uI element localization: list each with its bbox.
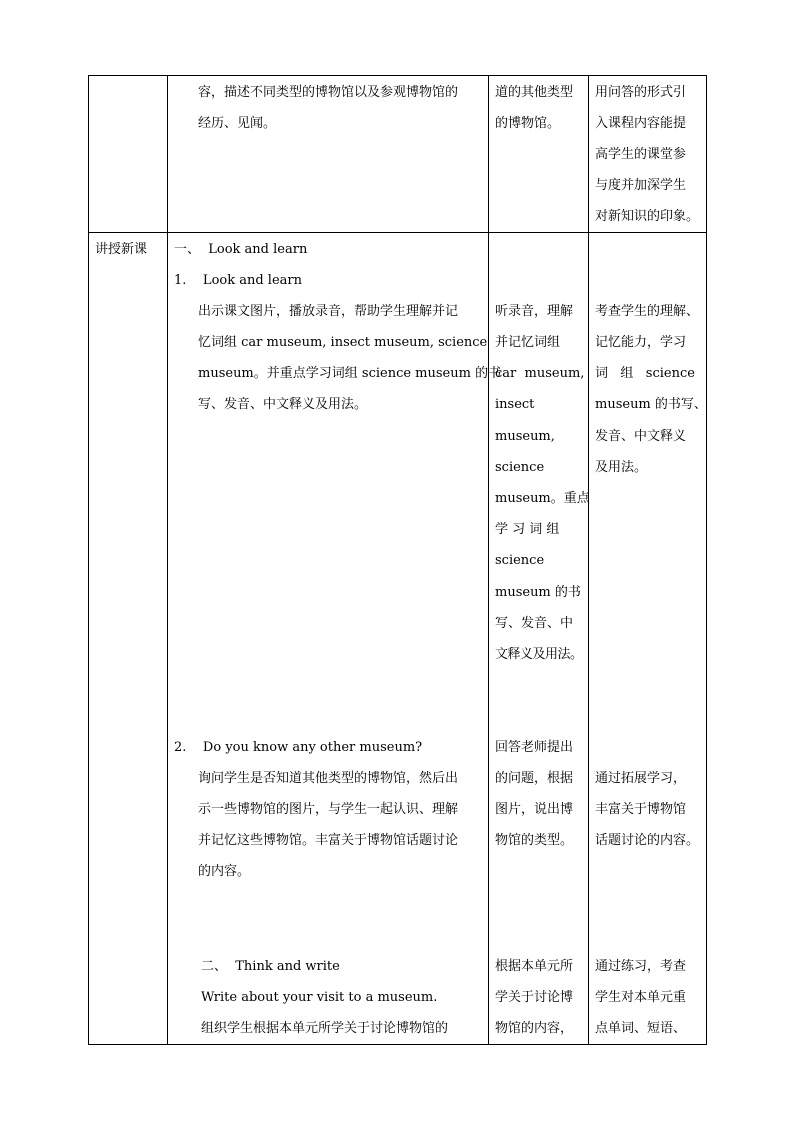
student1-line-1: 听录音，理解 (495, 304, 574, 319)
student2-line-3: 图片，说出博 (495, 802, 574, 817)
purpose2-line-3: 话题讨论的内容。 (595, 833, 700, 848)
table-border-right (706, 75, 707, 1045)
row1-content-line-2: 经历、见闻。 (198, 116, 277, 131)
row1-student-line-1: 道的其他类型 (495, 85, 574, 100)
section2-line-2: 组织学生根据本单元所学关于讨论博物馆的 (201, 1021, 449, 1036)
item2-line-1: 询问学生是否知道其他类型的博物馆，然后出 (198, 771, 459, 786)
row1-purpose-line-5: 对新知识的印象。 (595, 209, 700, 224)
section2-heading: 二、 Think and write (201, 959, 340, 974)
row1-purpose-line-3: 高学生的课堂参 (595, 147, 687, 162)
purpose3-line-1: 通过练习，考查 (595, 959, 687, 974)
student1-line-9: science (495, 553, 545, 568)
column-divider-3 (588, 75, 589, 1045)
student1-line-12: 文释义及用法。 (495, 647, 583, 662)
row1-content-line-1: 容，描述不同类型的博物馆以及参观博物馆的 (198, 85, 459, 100)
purpose3-line-2: 学生对本单元重 (595, 990, 687, 1005)
column-divider-1 (167, 75, 168, 1045)
purpose1-line-2: 记忆能力，学习 (595, 335, 687, 350)
section2-line-1: Write about your visit to a museum. (201, 990, 438, 1005)
student1-line-6: science (495, 460, 545, 475)
purpose1-line-3: 词 组 science (595, 366, 695, 381)
student1-line-11: 写、发音、中 (495, 616, 574, 631)
item1-line-1: 出示课文图片，播放录音，帮助学生理解并记 (198, 304, 459, 319)
student1-line-3: car museum, (495, 366, 585, 381)
row1-purpose-line-2: 入课程内容能提 (595, 116, 687, 131)
purpose1-line-6: 及用法。 (595, 460, 648, 475)
purpose2-line-2: 丰富关于博物馆 (595, 802, 687, 817)
student1-line-8: 学 习 词 组 (495, 522, 560, 537)
item1-line-4: 写、发音、中文释义及用法。 (198, 397, 368, 412)
row1-purpose-line-4: 与度并加深学生 (595, 178, 687, 193)
student3-line-3: 物馆的内容， (495, 1021, 574, 1036)
item2-line-4: 的内容。 (198, 864, 251, 879)
purpose1-line-5: 发音、中文释义 (595, 429, 687, 444)
student3-line-2: 学关于讨论博 (495, 990, 574, 1005)
purpose2-line-1: 通过拓展学习， (595, 771, 687, 786)
student3-line-1: 根据本单元所 (495, 959, 574, 974)
row1-student-line-2: 的博物馆。 (495, 116, 561, 131)
item1-line-3: museum。并重点学习词组 science museum 的书 (198, 366, 502, 381)
item1-heading: 1. Look and learn (174, 273, 302, 288)
item2-line-3: 并记忆这些博物馆。丰富关于博物馆话题讨论 (198, 833, 459, 848)
item2-line-2: 示一些博物馆的图片，与学生一起认识、理解 (198, 802, 459, 817)
item1-line-2: 忆词组 car museum, insect museum, science (198, 335, 488, 350)
purpose1-line-1: 考查学生的理解、 (595, 304, 700, 319)
table-border-top (88, 75, 707, 76)
student1-line-2: 并记忆词组 (495, 335, 561, 350)
item2-heading: 2. Do you know any other museum? (174, 740, 423, 755)
student1-line-10: museum 的书 (495, 585, 581, 600)
student2-line-4: 物馆的类型。 (495, 833, 574, 848)
student2-line-2: 的问题，根据 (495, 771, 574, 786)
row1-purpose-line-1: 用问答的形式引 (595, 85, 687, 100)
stage-label: 讲授新课 (95, 242, 148, 257)
purpose3-line-3: 点单词、短语、 (595, 1021, 687, 1036)
student1-line-7: museum。重点 (495, 491, 590, 506)
student2-line-1: 回答老师提出 (495, 740, 574, 755)
purpose1-line-4: museum 的书写、 (595, 397, 707, 412)
student1-line-4: insect (495, 397, 535, 412)
student1-line-5: museum, (495, 429, 555, 444)
table-border-left (88, 75, 89, 1045)
section1-heading: 一、 Look and learn (174, 242, 308, 257)
column-divider-2 (488, 75, 489, 1045)
